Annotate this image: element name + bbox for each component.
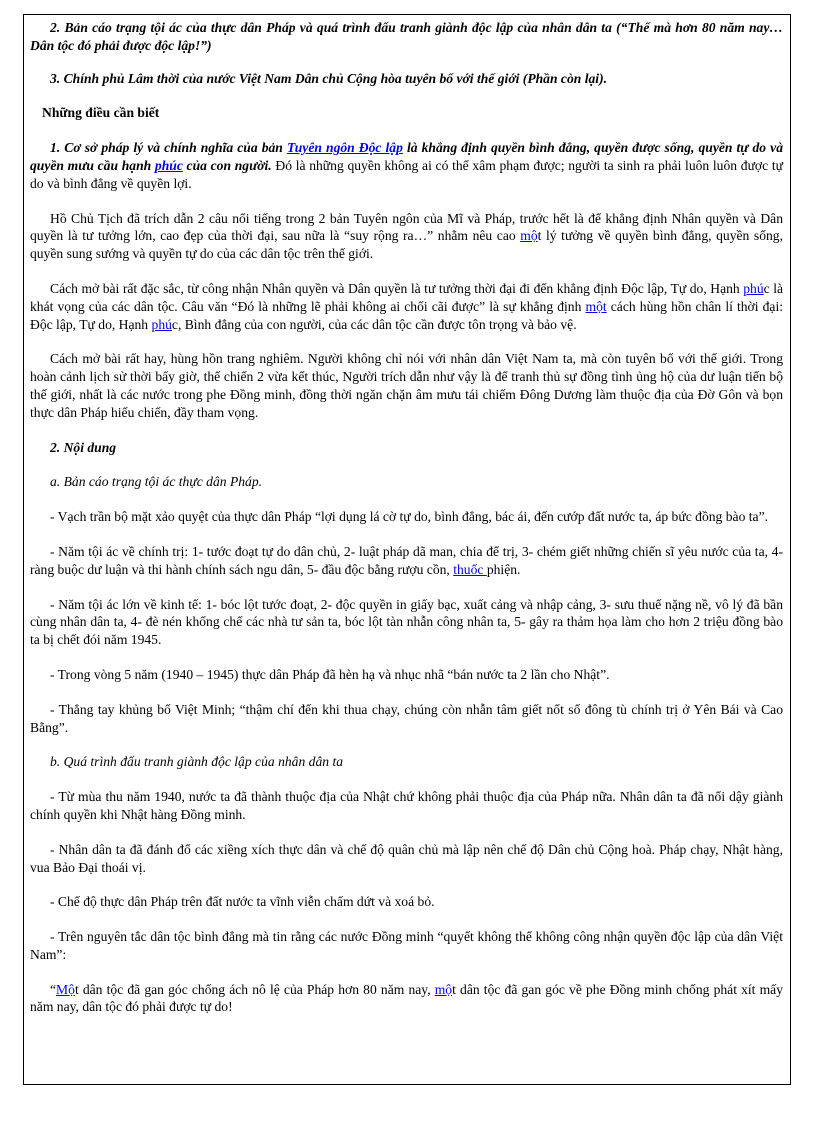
link-thuoc[interactable]: thuốc bbox=[453, 561, 487, 577]
bullet-paragraph: - Thẳng tay khủng bố Việt Minh; “thậm chí đến khi thua chạy, chúng còn nhẫn tâm giết nốt số đông tù chính trị ở Yên Bái và Cao Bằng”. bbox=[30, 701, 783, 735]
bold-text: 1. Cơ sở pháp lý và chính nghĩa của bản bbox=[50, 140, 287, 156]
text-segment: Cách mở bài rất đặc sắc, từ công nhận Nhân quyền và Dân quyền là tư tưởng thời đại đi đến khẳng định Độc lập, Tự do, Hạnh bbox=[50, 280, 744, 296]
bullet-paragraph: - Trong vòng 5 năm (1940 – 1945) thực dân Pháp đã hèn hạ và nhục nhã “bán nước ta 2 lần cho Nhật”. bbox=[50, 666, 610, 682]
subheading-a: a. Bản cáo trạng tội ác thực dân Pháp. bbox=[50, 474, 263, 490]
bold-text: là khẳng định quyền bình đẳng, quyền được sống, quyền tự do và quyền mưu cầu hạnh bbox=[30, 140, 784, 173]
paragraph-opening-2: Cách mở bài rất hay, hùng hồn trang nghiêm. Người không chỉ nói với nhân dân Việt Nam ta, mà còn tuyên bố với thế giới. Trong hoàn cảnh lịch sử thời bấy giờ, thế chiến 2 vừa kết thúc, Người trích dẫn như vậy là để tranh thủ sự đồng tình ủng hộ của dư luận tiến bộ thế giới, nhất là các nước trong phe Đồng minh, đồng thời ngăn chặn âm mưu tái chiếm Đông Dương làm thuộc địa của Đờ Gôn và bọn thực dân Pháp hiếu chiến, đầy tham vọng. bbox=[30, 351, 783, 420]
text-segment: c, Bình đẳng của con người, của các dân tộc cần được tôn trọng và bảo vệ. bbox=[171, 316, 577, 332]
link-mot[interactable]: mộ bbox=[520, 228, 538, 244]
link-phuc[interactable]: phúc bbox=[154, 157, 183, 173]
subheading-b: b. Quá trình đấu tranh giành độc lập của nhân dân ta bbox=[50, 754, 344, 770]
link-mot[interactable]: một bbox=[585, 298, 607, 314]
bullet-paragraph: - Trên nguyên tắc dân tộc bình đẳng mà tin rằng các nước Đồng minh “quyết không thể không công nhận quyền độc lập của dân Việt Nam”: bbox=[30, 929, 783, 962]
plain-text: Đó là những quyền không ai có thể xâm phạm được; người ta sinh ra phải luôn luôn được tự do và bình đẳng về quyền lợi. bbox=[30, 157, 783, 191]
content-heading: 2. Nội dung bbox=[50, 439, 117, 455]
subsection-title: Những điều cần biết bbox=[42, 105, 160, 121]
text-segment: t lý tưởng về quyền bình đẳng, quyền sống, quyền sung sướng và quyền tự do của các dân tộc trên thế giới. bbox=[30, 228, 783, 262]
section-heading-3: 3. Chính phủ Lâm thời của nước Việt Nam Dân chủ Cộng hòa tuyên bố với thế giới (Phần còn lại). bbox=[50, 70, 607, 86]
text-segment: Hồ Chủ Tịch đã trích dẫn 2 câu nổi tiếng trong 2 bản Tuyên ngôn của Mĩ và Pháp, trước hết là để khẳng định Nhân quyền và Dân quyền là tư tưởng lớn, cao đẹp của thời đại, sau nữa là “suy rộng ra…” nhằm nêu cao bbox=[30, 210, 783, 244]
link-tuyen-ngon[interactable]: Tuyên ngôn Độc lập bbox=[286, 140, 403, 156]
document-body bbox=[30, 19, 783, 1016]
text-segment: t dân tộc đã gan góc chống ách nô lệ của Pháp hơn 80 năm nay, bbox=[74, 981, 435, 997]
bold-text: của con người. bbox=[182, 157, 272, 173]
link-mot[interactable]: Mộ bbox=[56, 981, 75, 997]
bullet-paragraph bbox=[30, 543, 783, 579]
bullet-paragraph: - Năm tội ác lớn về kinh tế: 1- bóc lột tước đoạt, 2- độc quyền in giấy bạc, xuất cảng và nhập cảng, 3- sưu thuế nặng nề, vô lý đã bần cùng nhân dân ta, 4- đè nén khống chế các nhà tư sản ta, bóc lột tàn nhẫn công nhân ta, 5- gây ra thảm họa làm cho hơn 2 triệu đồng bào ta bị chết đói năm 1945. bbox=[30, 596, 783, 648]
bullet-paragraph: - Chế độ thực dân Pháp trên đất nước ta vĩnh viễn chấm dứt và xoá bỏ. bbox=[50, 894, 435, 910]
text-segment: c là khát vọng của các dân tộc. Câu văn “Đó là những lẽ phải không ai chối cãi được” là sự khẳng định bbox=[30, 280, 784, 314]
document-page bbox=[23, 14, 791, 1085]
link-phuc[interactable]: phú bbox=[743, 280, 764, 296]
text-segment: - Năm tội ác về chính trị: 1- tước đoạt tự do dân chủ, 2- luật pháp dã man, chia để trị, 3- chém giết những chiến sĩ yêu nước của ta, 4- ràng buộc dư luận và thi hành chính sách ngu dân, 5- đầu độc bằng rượu cồn, bbox=[30, 543, 783, 577]
paragraph-opening-1 bbox=[30, 280, 783, 333]
text-segment: cách hùng hồn chân lí thời đại: Độc lập, Tự do, Hạnh bbox=[30, 298, 783, 332]
link-phuc[interactable]: phú bbox=[151, 316, 172, 332]
bullet-paragraph: - Nhân dân ta đã đánh đổ các xiềng xích thực dân và chế độ quân chủ mà lập nên chế độ Dân chủ Cộng hoà. Pháp chạy, Nhật hàng, vua Bảo Đại thoái vị. bbox=[30, 841, 783, 875]
quote-paragraph bbox=[30, 981, 783, 1017]
bullet-paragraph: - Từ mùa thu năm 1940, nước ta đã thành thuộc địa của Nhật chứ không phải thuộc địa của Pháp nữa. Nhân dân ta đã nổi dậy giành chính quyền khi Nhật hàng Đồng minh. bbox=[30, 789, 783, 822]
text-segment: “ bbox=[50, 981, 57, 997]
link-mot[interactable]: mộ bbox=[434, 981, 453, 997]
bullet-paragraph: - Vạch trần bộ mặt xảo quyệt của thực dân Pháp “lợi dụng lá cờ tự do, bình đẳng, bác ái, đến cướp đất nước ta, áp bức đồng bào ta”. bbox=[50, 509, 769, 525]
paragraph-quotes bbox=[30, 210, 783, 263]
section-heading-2: 2. Bản cáo trạng tội ác của thực dân Pháp và quá trình đấu tranh giành độc lập của nhân dân ta (“Thế mà hơn 80 năm nay… Dân tộc đó phải được độc lập!”) bbox=[30, 20, 783, 53]
text-segment: phiện. bbox=[486, 561, 521, 577]
paragraph-legal-basis bbox=[30, 139, 783, 192]
text-segment: t dân tộc đã gan góc về phe Đồng minh chống phát xít mấy năm nay, dân tộc đó phải được tự do! bbox=[30, 981, 784, 1015]
